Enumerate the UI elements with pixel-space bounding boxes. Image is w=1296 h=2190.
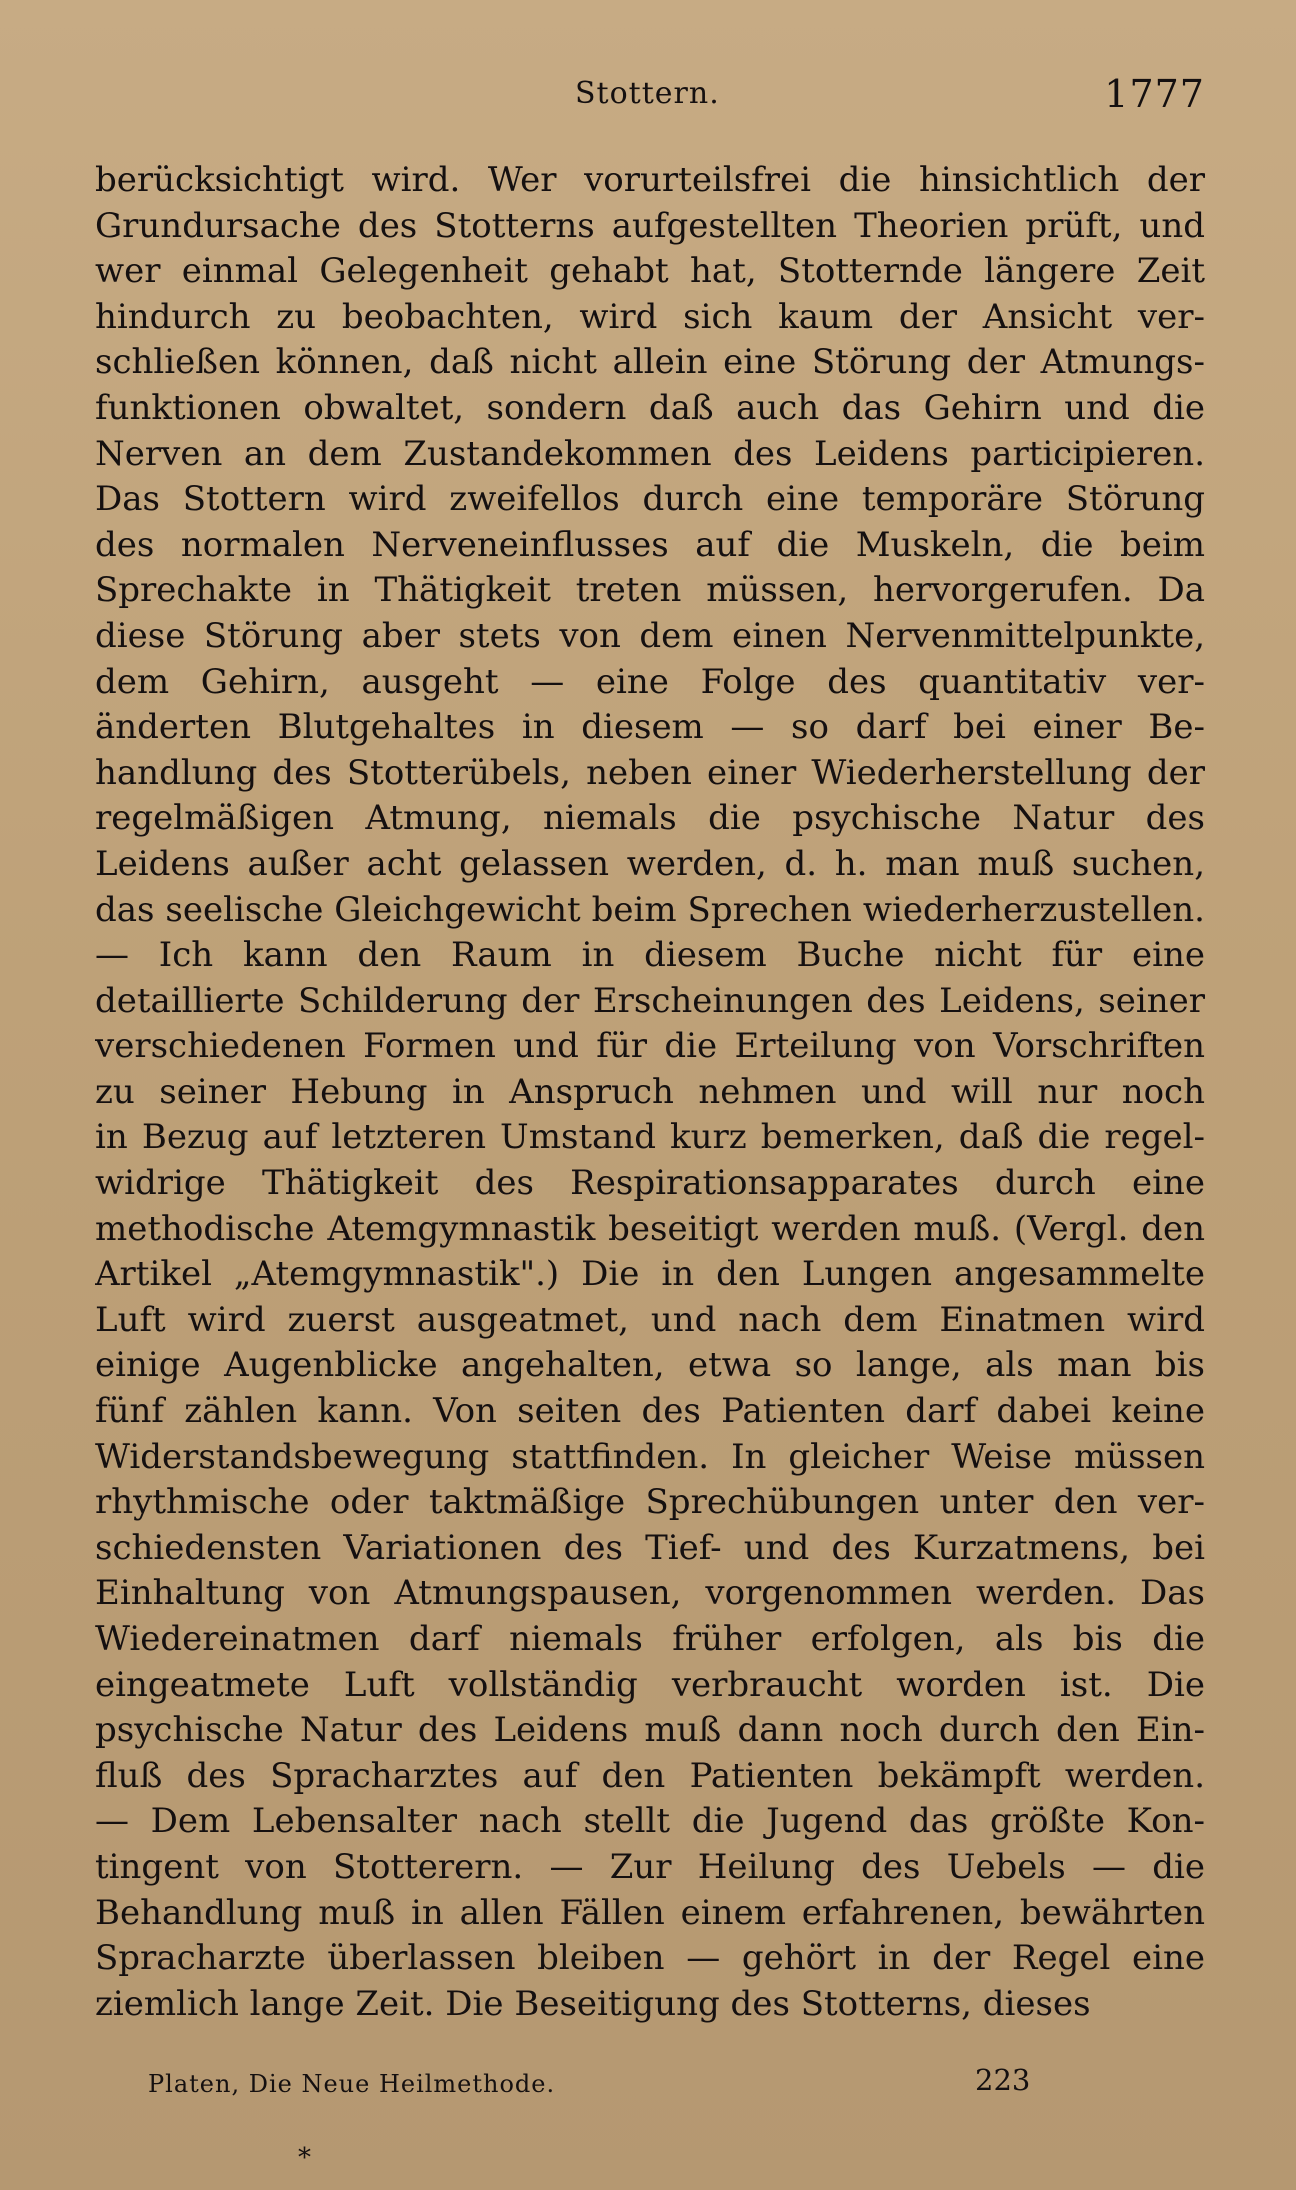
text-line: Leidens außer acht gelassen werden, d. h. man muß suchen, (95, 843, 1205, 884)
signature-mark: 223 (975, 2063, 1031, 2097)
page-number: 1777 (1104, 72, 1205, 116)
text-line: hindurch zu beobachten, wird sich kaum der Ansicht ver- (95, 296, 1205, 337)
text-line: des normalen Nerveneinflusses auf die Muskeln, die beim (95, 524, 1205, 565)
body-text (95, 158, 1205, 2027)
text-line: in Bezug auf letzteren Umstand kurz bemerken, daß die regel- (95, 1117, 1205, 1158)
text-line: Widerstandsbewegung stattfinden. In gleicher Weise müssen (95, 1436, 1205, 1477)
text-line: diese Störung aber stets von dem einen Nervenmittelpunkte, (95, 615, 1205, 656)
text-line: einige Augenblicke angehalten, etwa so lange, als man bis (95, 1345, 1205, 1386)
text-line: Sprechakte in Thätigkeit treten müssen, hervorgerufen. Da (95, 570, 1205, 611)
asterisk-mark: * (298, 2143, 311, 2173)
page-header (95, 72, 1205, 126)
text-line: Luft wird zuerst ausgeatmet, und nach dem Einatmen wird (95, 1299, 1205, 1340)
text-line: funktionen obwaltet, sondern daß auch das Gehirn und die (95, 387, 1205, 428)
text-line: schließen können, daß nicht allein eine Störung der Atmungs- (95, 342, 1205, 383)
text-line: Behandlung muß in allen Fällen einem erfahrenen, bewährten (95, 1892, 1205, 1933)
text-line: zu seiner Hebung in Anspruch nehmen und will nur noch (95, 1071, 1205, 1112)
text-line: das seelische Gleichgewicht beim Sprechen wiederherzustellen. (95, 889, 1205, 930)
text-line: Das Stottern wird zweifellos durch eine temporäre Störung (95, 479, 1205, 520)
text-line: Grundursache des Stotterns aufgestellten Theorien prüft, und (95, 205, 1205, 246)
text-line: dem Gehirn, ausgeht — eine Folge des quantitativ ver- (95, 661, 1205, 702)
text-line: tingent von Stotterern. — Zur Heilung des Uebels — die (95, 1846, 1205, 1887)
text-line: eingeatmete Luft vollständig verbraucht worden ist. Die (95, 1664, 1205, 1705)
text-line: methodische Atemgymnastik beseitigt werden muß. (Vergl. den (95, 1208, 1205, 1249)
text-line: Spracharzte überlassen bleiben — gehört in der Regel eine (95, 1938, 1205, 1979)
text-line: Artikel „Atemgymnastik".) Die in den Lungen angesammelte (95, 1254, 1205, 1295)
text-line: fünf zählen kann. Von seiten des Patienten darf dabei keine (95, 1391, 1205, 1432)
text-line: änderten Blutgehaltes in diesem — so darf bei einer Be- (95, 707, 1205, 748)
text-line: rhythmische oder taktmäßige Sprechübungen unter den ver- (95, 1482, 1205, 1523)
footer-book-title: Platen, Die Neue Heilmethode. (148, 2070, 556, 2098)
text-line: Einhaltung von Atmungspausen, vorgenommen werden. Das (95, 1573, 1205, 1614)
text-line: psychische Natur des Leidens muß dann noch durch den Ein- (95, 1710, 1205, 1751)
text-line: berücksichtigt wird. Wer vorurteilsfrei die hinsichtlich der (95, 160, 1205, 200)
text-line: Nerven an dem Zustandekommen des Leidens participieren. (95, 433, 1205, 474)
running-head: Stottern. (575, 76, 720, 111)
text-line: wer einmal Gelegenheit gehabt hat, Stotternde längere Zeit (95, 251, 1205, 292)
text-line: handlung des Stotterübels, neben einer Wiederherstellung der (95, 752, 1205, 793)
text-line: verschiedenen Formen und für die Erteilung von Vorschriften (95, 1026, 1205, 1067)
text-line: regelmäßigen Atmung, niemals die psychische Natur des (95, 798, 1205, 839)
text-line: fluß des Spracharztes auf den Patienten bekämpft werden. (95, 1755, 1205, 1796)
text-line: widrige Thätigkeit des Respirationsapparates durch eine (95, 1163, 1205, 1204)
text-line: — Ich kann den Raum in diesem Buche nicht für eine (95, 935, 1205, 976)
text-line: — Dem Lebensalter nach stellt die Jugend das größte Kon- (95, 1801, 1205, 1842)
text-line: detaillierte Schilderung der Erscheinungen des Leidens, seiner (95, 980, 1205, 1021)
text-line: ziemlich lange Zeit. Die Beseitigung des Stotterns, dieses (95, 1983, 1091, 2024)
text-line: schiedensten Variationen des Tief- und des Kurzatmens, bei (95, 1527, 1205, 1568)
text-line: Wiedereinatmen darf niemals früher erfolgen, als bis die (95, 1619, 1205, 1659)
